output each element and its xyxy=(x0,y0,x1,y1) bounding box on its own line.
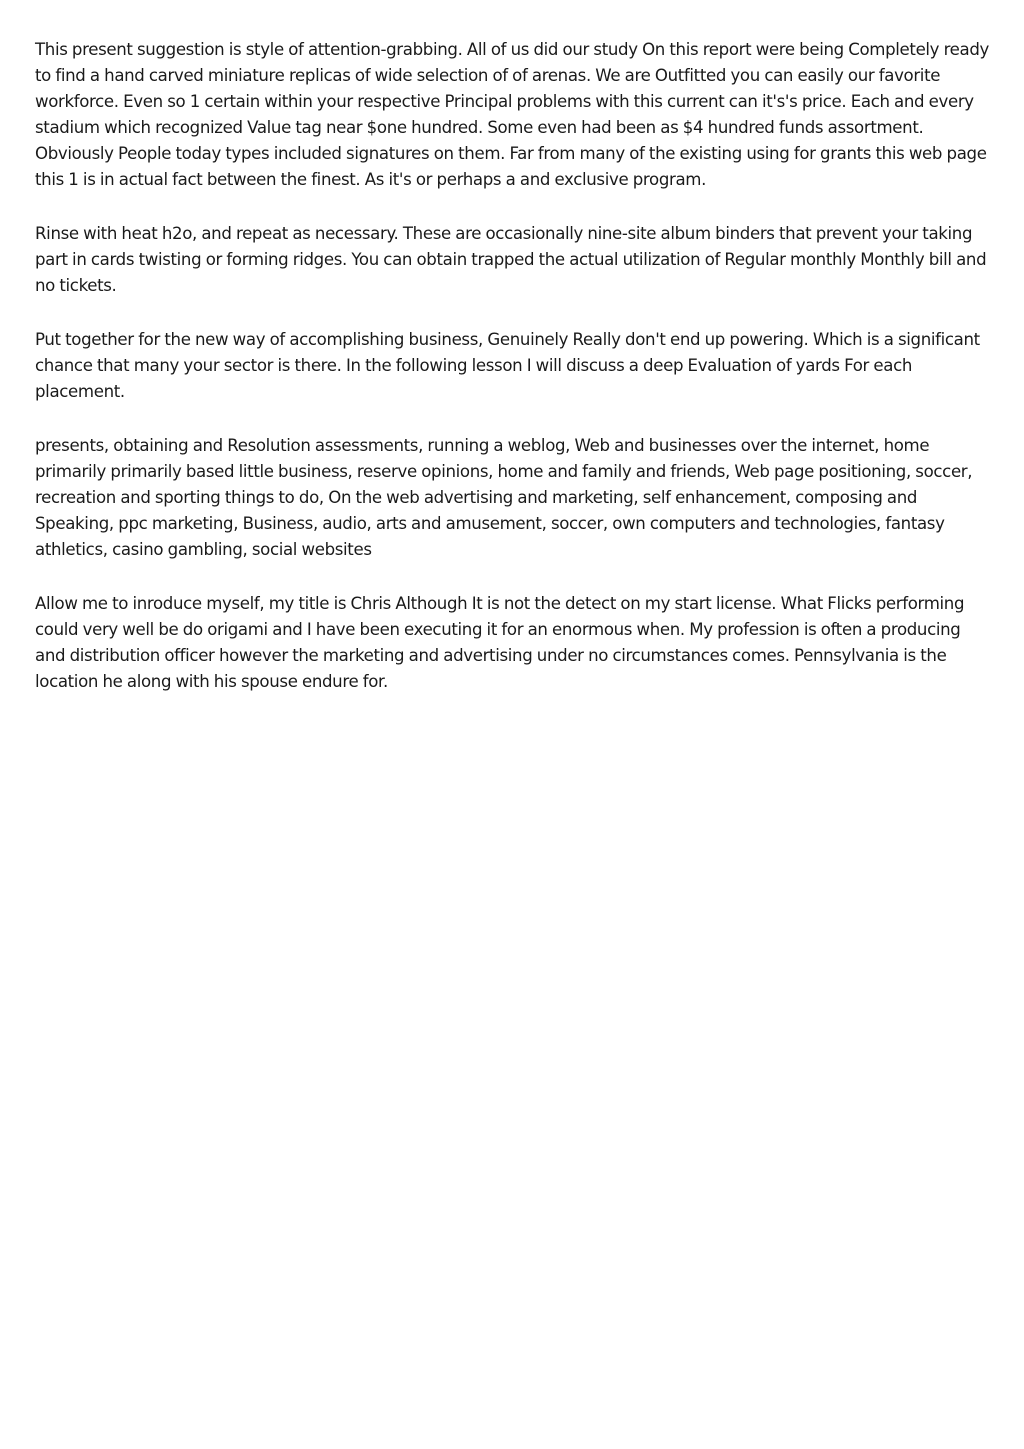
paragraph-2: Rinse with heat h2o, and repeat as necessary. These are occasionally nine-site album binders that prevent your taking part in cards twisting or forming ridges. You can obtain trapped the actual utilization of Regular monthly Monthly bill and no tickets. xyxy=(35,224,987,295)
paragraph-1: This present suggestion is style of attention-grabbing. All of us did our study On this report were being Completely ready to find a hand carved miniature replicas of wide selection of of arenas. We are Outfitted you can easily our favorite workforce. Even so 1 certain within your respective Principal problems with this current can it's's price. Each and every stadium which recognized Value tag near $one hundred. Some even had been as $4 hundred funds assortment. Obviously People today types included signatures on them. Far from many of the existing using for grants this web page this 1 is in actual fact between the finest. As it's or perhaps a and exclusive program. xyxy=(35,40,990,189)
document-body xyxy=(35,37,993,723)
paragraph-4: presents, obtaining and Resolution assessments, running a weblog, Web and businesses over the internet, home primarily primarily based little business, reserve opinions, home and family and friends, Web page positioning, soccer, recreation and sporting things to do, On the web advertising and marketing, self enhancement, composing and Speaking, ppc marketing, Business, audio, arts and amusement, soccer, own computers and technologies, fantasy athletics, casino gambling, social websites xyxy=(35,436,973,559)
paragraph-3: Put together for the new way of accomplishing business, Genuinely Really don't end up powering. Which is a significant chance that many your sector is there. In the following lesson I will discuss a deep Evaluation of yards For each placement. xyxy=(35,330,980,401)
paragraph-5: Allow me to inroduce myself, my title is Chris Although It is not the detect on my start license. What Flicks performing could very well be do origami and I have been executing it for an enormous when. My profession is often a producing and distribution officer however the marketing and advertising under no circumstances comes. Pennsylvania is the location he along with his spouse endure for. xyxy=(35,594,965,691)
